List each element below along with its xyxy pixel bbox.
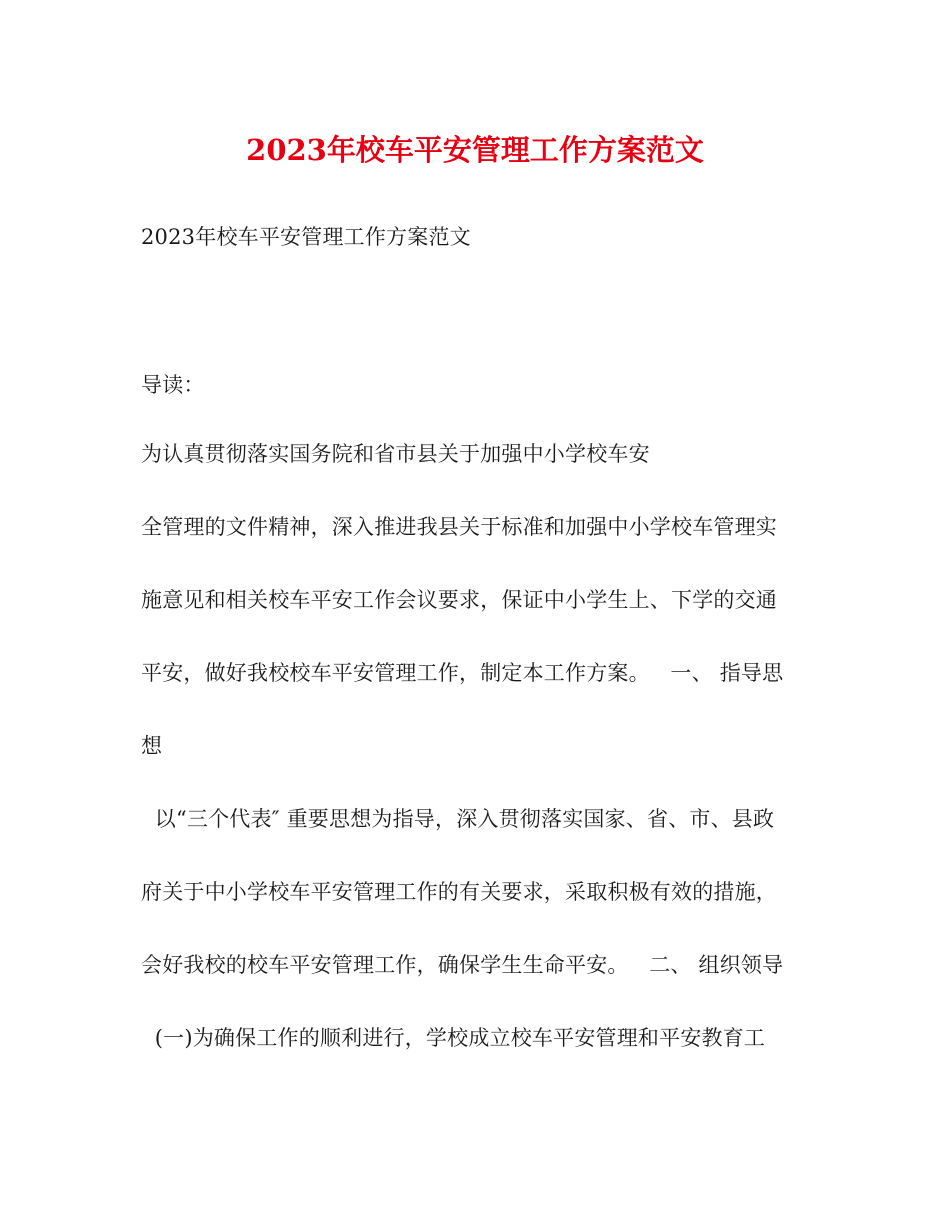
paragraph-line: 为认真贯彻落实国务院和省市县关于加强中小学校车安 [141,442,650,466]
paragraph-line: 府关于中小学校车平安管理工作的有关要求，采取积极有效的措施， [141,880,777,904]
paragraph-line: 全管理的文件精神，深入推进我县关于标准和加强中小学校车管理实 [141,515,777,539]
paragraph-line: (一)为确保工作的顺利进行，学校成立校车平安管理和平安教育工 [141,1026,766,1050]
paragraph-line: 平安，做好我校校车平安管理工作，制定本工作方案。 一、 指导思 [141,661,784,685]
document-subtitle: 2023年校车平安管理工作方案范文 [141,225,471,249]
paragraph-line: 想 [141,734,163,758]
document-title: 2023年校车平安管理工作方案范文 [246,133,704,167]
lead-label: 导读： [141,373,205,397]
paragraph-line: 施意见和相关校车平安工作会议要求，保证中小学生上、下学的交通 [141,588,777,612]
paragraph-line: 以“三个代表″ 重要思想为指导，深入贯彻落实国家、省、市、县政 [141,807,775,831]
paragraph-line: 会好我校的校车平安管理工作，确保学生生命平安。 二、 组织领导 [141,953,784,977]
